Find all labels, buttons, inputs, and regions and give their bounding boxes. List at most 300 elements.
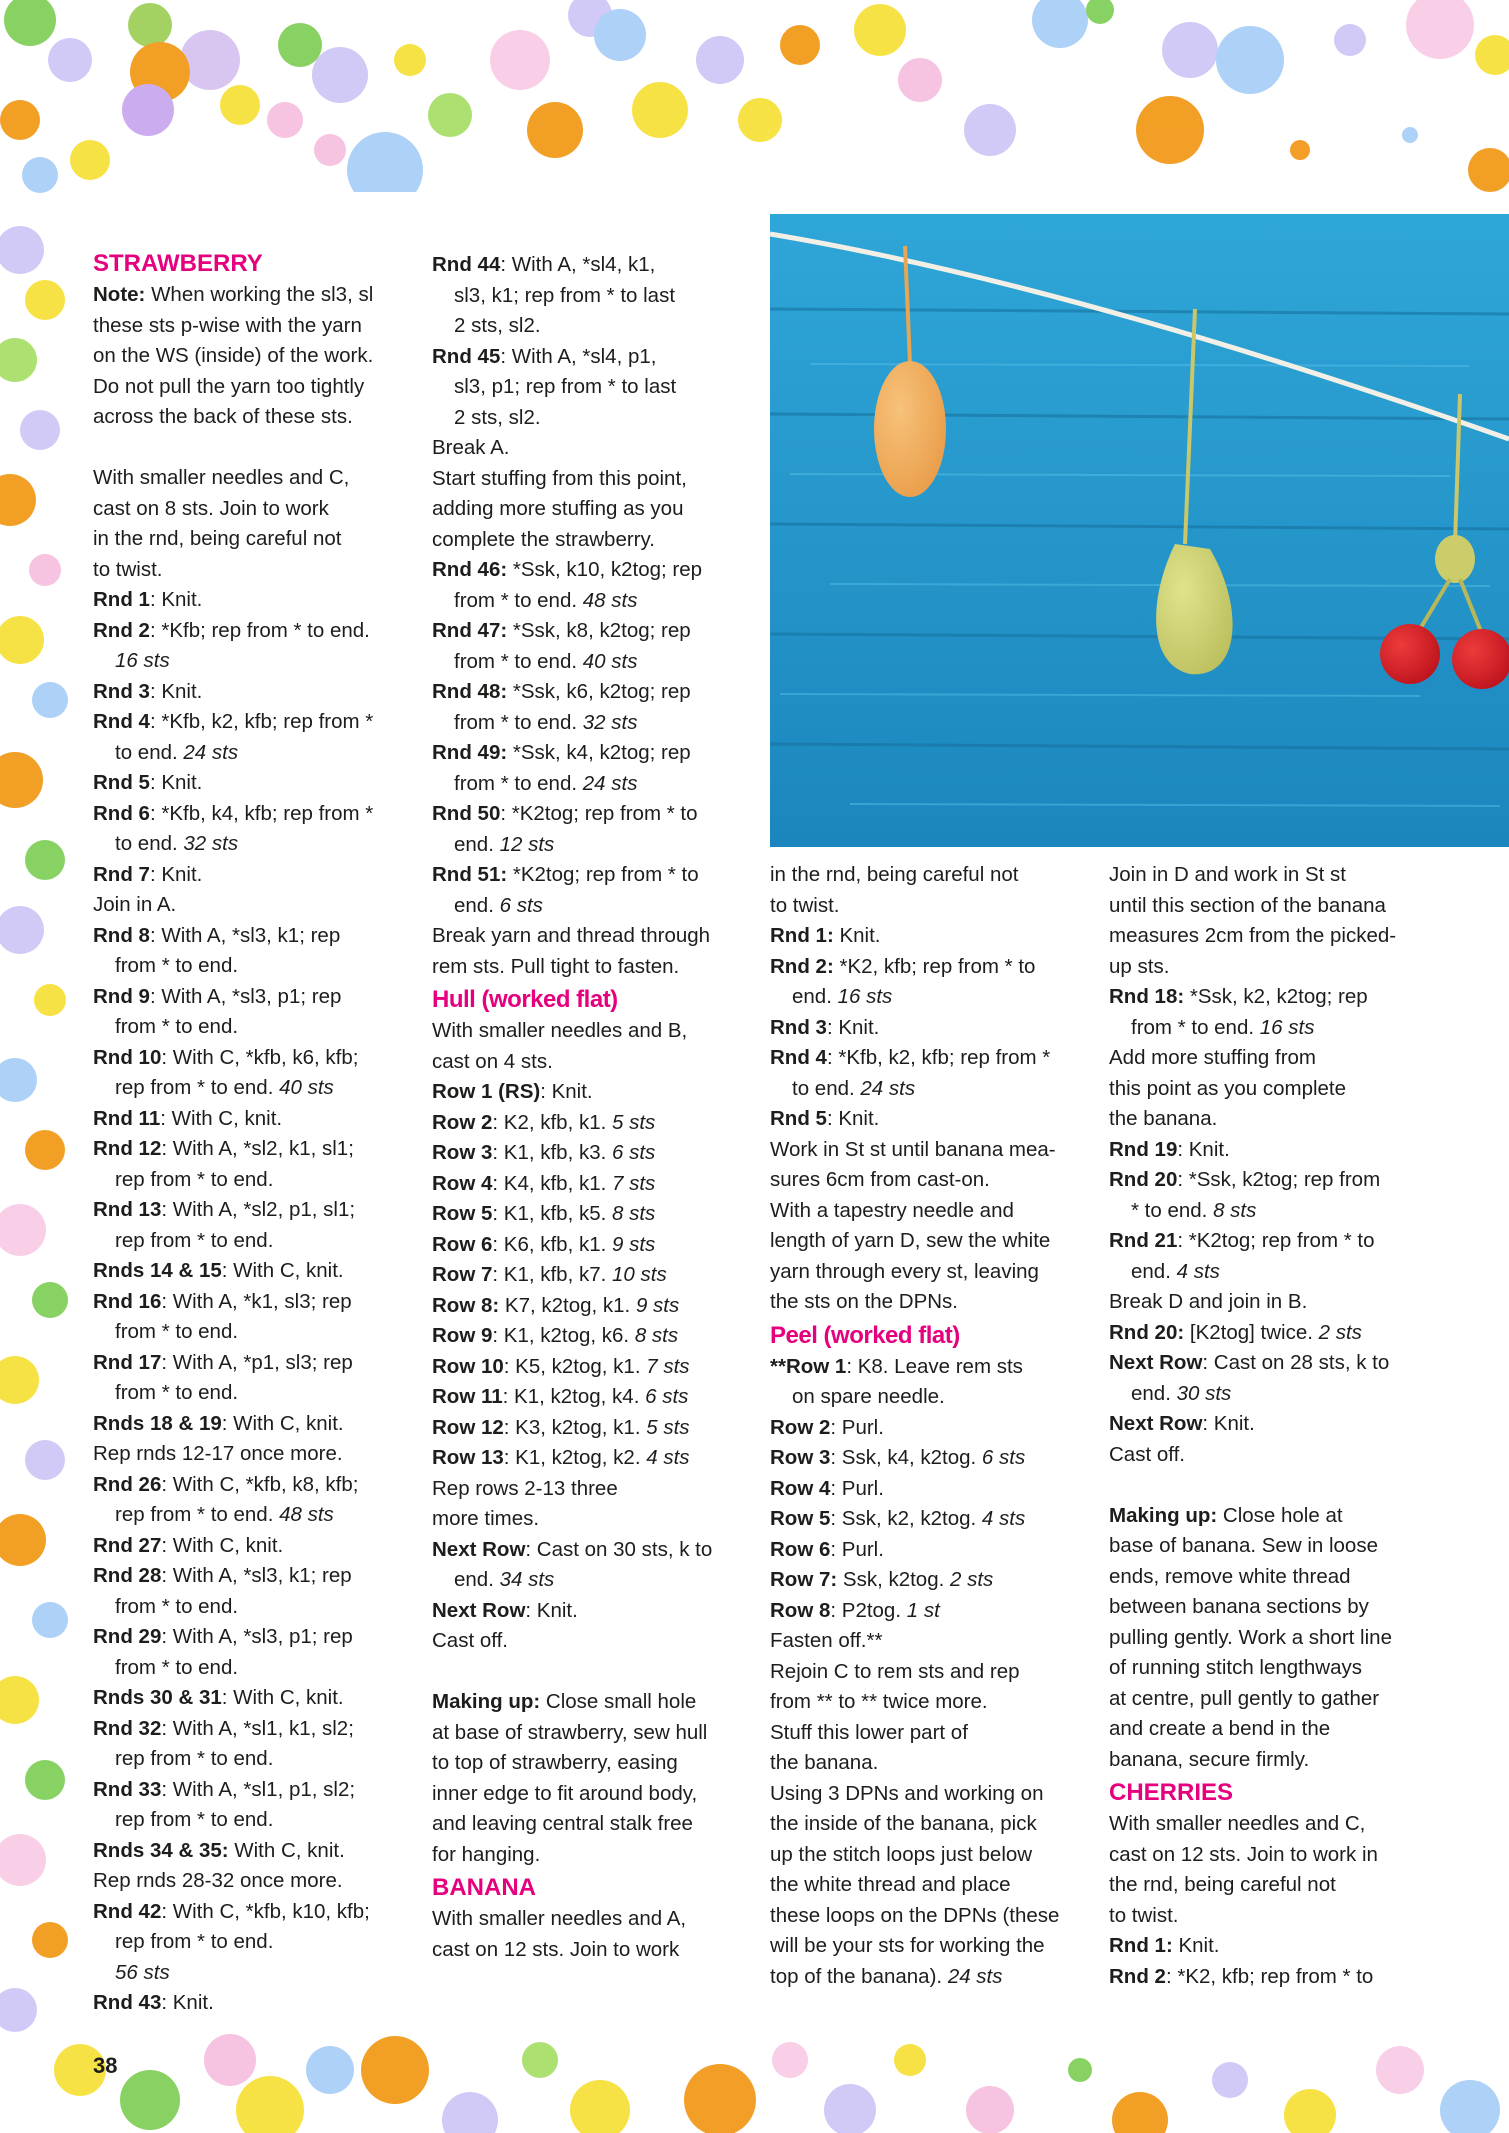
instruction-line <box>1109 1870 1425 1901</box>
instruction-text: Join in A. <box>93 893 177 916</box>
instruction-line <box>93 1348 409 1379</box>
instruction-text: for hanging. <box>432 1842 541 1866</box>
instruction-line <box>93 311 409 342</box>
instruction-text: Using 3 DPNs and working on <box>770 1781 1044 1805</box>
step-label: Row 5 <box>432 1202 493 1225</box>
instruction-line <box>93 738 409 769</box>
instruction-line <box>1109 1653 1425 1684</box>
instruction-line <box>432 586 748 617</box>
instruction-line <box>432 1260 748 1291</box>
column-3 <box>770 860 1086 1992</box>
stitch-count: 34 sts <box>499 1568 555 1591</box>
stitch-count: 24 sts <box>183 740 239 764</box>
step-label: Making up: <box>1109 1503 1218 1527</box>
instruction-text: from ** to ** twice more. <box>770 1690 988 1713</box>
step-label: Next Row <box>1109 1351 1203 1374</box>
instruction-text: rem sts. Pull tight to fasten. <box>432 954 680 978</box>
instruction-text: : K5, k2tog, k1. <box>503 1354 647 1378</box>
step-label: Row 10 <box>432 1354 504 1378</box>
instruction-line <box>93 1409 409 1440</box>
instruction-text: K7, k2tog, k1. <box>499 1293 636 1317</box>
instruction-text: *Ssk, k4, k2tog; rep <box>507 741 691 764</box>
step-label: Rnd 45 <box>432 344 501 368</box>
stitch-count: 30 sts <box>1176 1381 1232 1405</box>
instruction-line <box>1109 1501 1425 1532</box>
instruction-line <box>770 1840 1086 1871</box>
step-label: Rnd 5 <box>93 771 150 794</box>
instruction-line <box>1109 860 1425 891</box>
instruction-text: this point as you complete <box>1109 1076 1347 1100</box>
instruction-text: *Ssk, k8, k2tog; rep <box>507 619 691 642</box>
instruction-text: end. <box>792 985 838 1008</box>
instruction-line <box>770 1287 1086 1318</box>
instruction-line <box>93 646 409 677</box>
stitch-count: 4 sts <box>981 1507 1026 1530</box>
instruction-text: from * to end. <box>1131 1015 1260 1039</box>
step-label: Row 13 <box>432 1446 504 1469</box>
instruction-line <box>93 1531 409 1562</box>
instruction-line <box>432 1413 748 1444</box>
instruction-line <box>432 1687 748 1718</box>
instruction-text: Rep rnds 12-17 once more. <box>93 1442 343 1465</box>
stitch-count: 7 sts <box>646 1354 690 1378</box>
instruction-line <box>1109 1562 1425 1593</box>
step-label: Rnd 20 <box>1109 1168 1178 1191</box>
instruction-line <box>93 799 409 830</box>
instruction-text: With smaller needles and C, <box>1109 1812 1366 1835</box>
instruction-line <box>770 1043 1086 1074</box>
instruction-text: from * to end. <box>115 1594 239 1618</box>
instruction-line <box>432 1291 748 1322</box>
instruction-line <box>770 921 1086 952</box>
instruction-text: the banana. <box>770 1751 879 1774</box>
instruction-text: : With A, *sl3, p1; rep <box>149 984 342 1008</box>
instruction-text: rep from * to end. <box>115 1076 280 1099</box>
instruction-line <box>770 1413 1086 1444</box>
stitch-count: 10 sts <box>612 1263 667 1286</box>
instruction-text: : With C, *kfb, k10, kfb; <box>161 1899 370 1923</box>
instruction-text: end. <box>1131 1259 1177 1283</box>
instruction-line <box>93 768 409 799</box>
instruction-text: : *Kfb, k2, kfb; rep from * <box>149 710 374 733</box>
stitch-count: 40 sts <box>582 649 638 673</box>
instruction-line <box>93 890 409 921</box>
step-label: Row 2 <box>770 1415 831 1439</box>
instruction-text: the banana. <box>1109 1107 1218 1130</box>
instruction-line <box>93 677 409 708</box>
instruction-text: sl3, p1; rep from * to last <box>454 375 677 398</box>
instruction-text: : Knit. <box>826 1015 880 1039</box>
instruction-text: Add more stuffing from <box>1109 1046 1316 1069</box>
instruction-text: : With C, knit. <box>221 1411 344 1435</box>
instruction-text: : Knit. <box>149 679 203 703</box>
stitch-count: 16 sts <box>837 985 893 1008</box>
instruction-text: these loops on the DPNs (these <box>770 1903 1060 1927</box>
instruction-line <box>1109 1592 1425 1623</box>
stitch-count: 56 sts <box>115 1960 170 1984</box>
step-label: Note: <box>93 283 146 306</box>
instruction-line <box>432 403 748 434</box>
instruction-line <box>93 341 409 372</box>
instruction-text: : *Kfb, k2, kfb; rep from * <box>826 1046 1051 1069</box>
instruction-text: Cast off. <box>432 1629 508 1652</box>
instruction-line <box>432 1626 748 1657</box>
instruction-text: end. <box>454 893 500 917</box>
instruction-text: to end. <box>792 1076 861 1100</box>
instruction-line <box>432 1840 748 1871</box>
step-label: Rnd 29 <box>93 1625 162 1648</box>
step-label: Rnd 43 <box>93 1991 162 2014</box>
paragraph-gap <box>432 1657 748 1688</box>
instruction-line <box>1109 1135 1425 1166</box>
instruction-text: from * to end. <box>454 710 583 734</box>
step-label: Next Row <box>432 1537 526 1561</box>
stitch-count: 8 sts <box>1213 1198 1257 1222</box>
instruction-line <box>770 1535 1086 1566</box>
instruction-text: from * to end. <box>115 1320 239 1343</box>
instruction-text: on the WS (inside) of the work. <box>93 344 374 367</box>
instruction-line <box>432 1535 748 1566</box>
step-label: Rnd 18: <box>1109 985 1185 1008</box>
instruction-text: end. <box>454 1568 500 1591</box>
instruction-line <box>1109 1379 1425 1410</box>
instruction-line <box>432 616 748 647</box>
instruction-line <box>770 1013 1086 1044</box>
instruction-line <box>93 524 409 555</box>
instruction-text: to end. <box>115 832 184 855</box>
step-label: Rnd 3 <box>770 1015 827 1039</box>
instruction-text: to top of strawberry, easing <box>432 1751 678 1774</box>
stitch-count: 7 sts <box>612 1171 656 1195</box>
stitch-count: 2 sts <box>950 1568 994 1591</box>
step-label: Rnd 17 <box>93 1350 162 1374</box>
instruction-line <box>93 1287 409 1318</box>
instruction-text: to twist. <box>1109 1903 1179 1927</box>
stitch-count: 8 sts <box>612 1202 656 1225</box>
instruction-line <box>93 1775 409 1806</box>
instruction-line <box>432 250 748 281</box>
stitch-count: 32 sts <box>582 710 638 734</box>
column-4 <box>1109 860 1425 1992</box>
instruction-text: : *K2tog; rep from * to <box>500 802 698 825</box>
instruction-text: : With A, *sl4, k1, <box>500 253 656 276</box>
step-label: Rnd 4 <box>770 1046 827 1069</box>
stitch-count: 32 sts <box>183 832 239 855</box>
stitch-count: 6 sts <box>645 1385 689 1408</box>
instruction-line <box>770 1931 1086 1962</box>
instruction-line <box>1109 1409 1425 1440</box>
instruction-line <box>93 1317 409 1348</box>
instruction-line <box>770 1596 1086 1627</box>
instruction-line <box>93 1470 409 1501</box>
instruction-line <box>770 1382 1086 1413</box>
instruction-line <box>93 1439 409 1470</box>
stitch-count: 6 sts <box>499 893 543 917</box>
instruction-text: : K1, kfb, k3. <box>492 1141 613 1164</box>
instruction-text: adding more stuffing as you <box>432 497 684 520</box>
instruction-line <box>770 1962 1086 1993</box>
step-label: **Row 1 <box>770 1354 847 1378</box>
step-label: Row 8 <box>770 1598 831 1622</box>
instruction-line <box>432 769 748 800</box>
instruction-text: cast on 4 sts. <box>432 1049 553 1073</box>
step-label: Row 7 <box>432 1263 493 1286</box>
step-label: Next Row <box>432 1598 526 1622</box>
instruction-text: across the back of these sts. <box>93 405 353 428</box>
instruction-line <box>93 1897 409 1928</box>
instruction-text: : *Ssk, k2tog; rep from <box>1177 1168 1381 1191</box>
instruction-line <box>93 1683 409 1714</box>
instruction-line <box>432 708 748 739</box>
step-label: Rnd 33 <box>93 1777 162 1801</box>
instruction-text: sures 6cm from cast-on. <box>770 1168 990 1191</box>
instruction-text: : With A, *sl2, k1, sl1; <box>161 1137 354 1160</box>
instruction-line <box>432 860 748 891</box>
instruction-text: to twist. <box>770 893 840 917</box>
instruction-line <box>93 1256 409 1287</box>
instruction-text: to end. <box>115 740 184 764</box>
instruction-line <box>93 1012 409 1043</box>
instruction-text: With a tapestry needle and <box>770 1198 1014 1222</box>
instruction-text: * to end. <box>1131 1198 1214 1222</box>
instruction-text: Cast off. <box>1109 1442 1185 1466</box>
photo-illustration <box>770 214 1509 847</box>
instruction-text: : With C, *kfb, k6, kfb; <box>161 1045 359 1069</box>
instruction-text: up sts. <box>1109 954 1170 978</box>
instruction-text: : K1, k2tog, k6. <box>492 1324 635 1347</box>
instruction-text: Break yarn and thread through <box>432 924 711 947</box>
instruction-line <box>1109 1623 1425 1654</box>
instruction-line <box>770 860 1086 891</box>
step-label: Rnd 28 <box>93 1564 162 1587</box>
instruction-line <box>93 1836 409 1867</box>
paragraph-gap <box>1109 1470 1425 1501</box>
instruction-text: Start stuffing from this point, <box>432 466 687 490</box>
section-heading: STRAWBERRY <box>93 250 263 277</box>
instruction-text: the sts on the DPNs. <box>770 1290 959 1313</box>
step-label: Rnd 1 <box>93 588 150 611</box>
instruction-line <box>770 1504 1086 1535</box>
instruction-line <box>1109 1901 1425 1932</box>
instruction-text: Rep rows 2-13 three <box>432 1476 618 1500</box>
instruction-text: and leaving central stalk free <box>432 1812 693 1835</box>
instruction-text: : With C, knit. <box>160 1106 283 1130</box>
instruction-line <box>432 647 748 678</box>
instruction-line <box>432 1565 748 1596</box>
step-label: Row 4 <box>432 1171 493 1195</box>
instruction-text: rep from * to end. <box>115 1930 274 1953</box>
step-label: Rnds 14 & 15 <box>93 1259 222 1282</box>
instruction-text: : Knit. <box>149 862 203 886</box>
instruction-line <box>93 1561 409 1592</box>
step-label: Rnd 42 <box>93 1899 162 1923</box>
step-label: Rnd 11 <box>93 1106 161 1130</box>
instruction-line <box>93 1043 409 1074</box>
instruction-line <box>770 982 1086 1013</box>
instruction-text: : *K2tog; rep from * to <box>1177 1229 1375 1252</box>
step-label: Rnd 9 <box>93 984 150 1008</box>
instruction-text: : With A, *k1, sl3; rep <box>161 1289 352 1313</box>
instruction-text: : With A, *sl3, k1; rep <box>149 923 341 947</box>
instruction-line <box>770 1135 1086 1166</box>
instruction-line <box>93 1714 409 1745</box>
instruction-text: Break A. <box>432 436 510 459</box>
instruction-text: : Ssk, k2, k2tog. <box>830 1507 982 1530</box>
instruction-line <box>432 281 748 312</box>
instruction-text: from * to end. <box>115 954 239 977</box>
step-label: Rnds 34 & 35: <box>93 1838 229 1862</box>
instruction-text: sl3, k1; rep from * to last <box>454 283 676 307</box>
step-label: Rnds 18 & 19 <box>93 1411 222 1435</box>
step-label: Row 4 <box>770 1476 831 1500</box>
instruction-line <box>770 1474 1086 1505</box>
instruction-text: : K1, k2tog, k2. <box>503 1446 647 1469</box>
instruction-text: Knit. <box>1172 1934 1220 1957</box>
instruction-line <box>770 1748 1086 1779</box>
instruction-text: rep from * to end. <box>115 1228 274 1252</box>
instruction-text: Join in D and work in St st <box>1109 863 1346 886</box>
stitch-count: 24 sts <box>947 1964 1003 1988</box>
instruction-line <box>1109 1531 1425 1562</box>
instruction-line <box>770 1779 1086 1810</box>
instruction-text: at base of strawberry, sew hull <box>432 1720 708 1744</box>
page-number: 38 <box>93 2053 118 2078</box>
instruction-line <box>770 1901 1086 1932</box>
instruction-line <box>770 1565 1086 1596</box>
stitch-count: 5 sts <box>646 1415 690 1439</box>
instruction-text: cast on 12 sts. Join to work <box>432 1937 680 1961</box>
instruction-line <box>770 1196 1086 1227</box>
step-label: Row 7: <box>770 1568 838 1591</box>
instruction-text: length of yarn D, sew the white <box>770 1229 1051 1252</box>
column-2 <box>432 250 748 1965</box>
step-label: Rnd 16 <box>93 1289 162 1313</box>
instruction-text: : Knit. <box>1202 1412 1255 1435</box>
instruction-line <box>432 1169 748 1200</box>
instruction-text: on spare needle. <box>792 1385 945 1408</box>
step-label: Rnd 2 <box>93 618 150 642</box>
instruction-line <box>432 677 748 708</box>
section-heading: BANANA <box>432 1874 536 1901</box>
instruction-line <box>432 921 748 952</box>
instruction-text: : Knit. <box>540 1080 593 1103</box>
step-label: Row 6 <box>770 1537 831 1561</box>
stitch-count: 4 sts <box>646 1446 690 1469</box>
step-label: Rnd 8 <box>93 923 150 947</box>
instruction-line <box>93 463 409 494</box>
instruction-line <box>1109 1962 1425 1993</box>
instruction-line <box>93 494 409 525</box>
instruction-line <box>1109 1165 1425 1196</box>
instruction-line <box>93 1927 409 1958</box>
step-label: Rnd 32 <box>93 1716 162 1740</box>
instruction-line <box>1109 1348 1425 1379</box>
instruction-text: Close small hole <box>540 1690 697 1713</box>
instruction-line <box>432 1047 748 1078</box>
instruction-text: rep from * to end. <box>115 1503 280 1526</box>
step-label: Rnd 51: <box>432 863 508 886</box>
instruction-text: [K2tog] twice. <box>1184 1320 1319 1344</box>
instruction-line <box>93 1165 409 1196</box>
instruction-text: *Ssk, k6, k2tog; rep <box>507 680 691 703</box>
instruction-text: 2 sts, sl2. <box>454 405 541 429</box>
step-label: Rnd 13 <box>93 1198 162 1221</box>
instruction-line <box>432 433 748 464</box>
step-label: Rnd 47: <box>432 619 508 642</box>
instruction-line <box>1109 921 1425 952</box>
stitch-count: 9 sts <box>635 1293 680 1317</box>
instruction-text: rep from * to end. <box>115 1747 274 1770</box>
instruction-line <box>432 1077 748 1108</box>
instruction-line <box>770 1074 1086 1105</box>
instruction-text: : Purl. <box>830 1537 884 1561</box>
section-heading-wrap <box>1109 1775 1425 1809</box>
instruction-text: : With C, *kfb, k8, kfb; <box>161 1472 359 1496</box>
instruction-text: Break D and join in B. <box>1109 1290 1308 1313</box>
instruction-line <box>432 1474 748 1505</box>
instruction-line <box>93 829 409 860</box>
step-label: Rnd 2: <box>770 954 834 978</box>
instruction-text: banana, secure firmly. <box>1109 1747 1310 1771</box>
instruction-text: With C, knit. <box>228 1838 345 1862</box>
instruction-text: from * to end. <box>454 588 583 612</box>
instruction-text: With smaller needles and C, <box>93 466 350 489</box>
instruction-line <box>770 1104 1086 1135</box>
instruction-line <box>1109 1196 1425 1227</box>
section-heading: Hull (worked flat) <box>432 986 618 1013</box>
instruction-line <box>432 1935 748 1966</box>
instruction-text: to twist. <box>93 557 163 581</box>
instruction-line <box>432 1230 748 1261</box>
instruction-line <box>1109 1104 1425 1135</box>
instruction-line <box>770 1718 1086 1749</box>
stitch-count: 48 sts <box>279 1503 334 1526</box>
instruction-text: yarn through every st, leaving <box>770 1259 1039 1283</box>
instruction-text: : Knit. <box>149 771 203 794</box>
step-label: Rnd 21 <box>1109 1229 1178 1252</box>
instruction-text: : K4, kfb, k1. <box>492 1171 613 1195</box>
instruction-line <box>93 616 409 647</box>
instruction-line <box>432 525 748 556</box>
instruction-text: pulling gently. Work a short line <box>1109 1625 1392 1649</box>
instruction-text: : Knit. <box>149 588 203 611</box>
instruction-text: With smaller needles and B, <box>432 1019 688 1042</box>
instruction-text: of running stitch lengthways <box>1109 1656 1362 1679</box>
instruction-line <box>770 1626 1086 1657</box>
instruction-line <box>432 555 748 586</box>
instruction-line <box>93 1866 409 1897</box>
instruction-text: With smaller needles and A, <box>432 1907 687 1930</box>
instruction-text: cast on 8 sts. Join to work <box>93 496 329 520</box>
instruction-line <box>93 1378 409 1409</box>
instruction-line <box>93 555 409 586</box>
instruction-line <box>432 1748 748 1779</box>
stitch-count: 9 sts <box>612 1232 656 1256</box>
instruction-text: from * to end. <box>115 1015 239 1038</box>
instruction-line <box>1109 1440 1425 1471</box>
instruction-text: : Purl. <box>830 1415 884 1439</box>
instruction-line <box>93 280 409 311</box>
section-heading-wrap <box>432 1870 748 1904</box>
instruction-line <box>770 1257 1086 1288</box>
instruction-text: *Ssk, k2, k2tog; rep <box>1184 985 1368 1008</box>
column-1 <box>93 250 409 2019</box>
instruction-line <box>93 1195 409 1226</box>
stitch-count: 16 sts <box>115 649 170 672</box>
instruction-text: ends, remove white thread <box>1109 1564 1351 1588</box>
instruction-line <box>1109 1043 1425 1074</box>
instruction-text: : Ssk, k4, k2tog. <box>830 1446 982 1469</box>
